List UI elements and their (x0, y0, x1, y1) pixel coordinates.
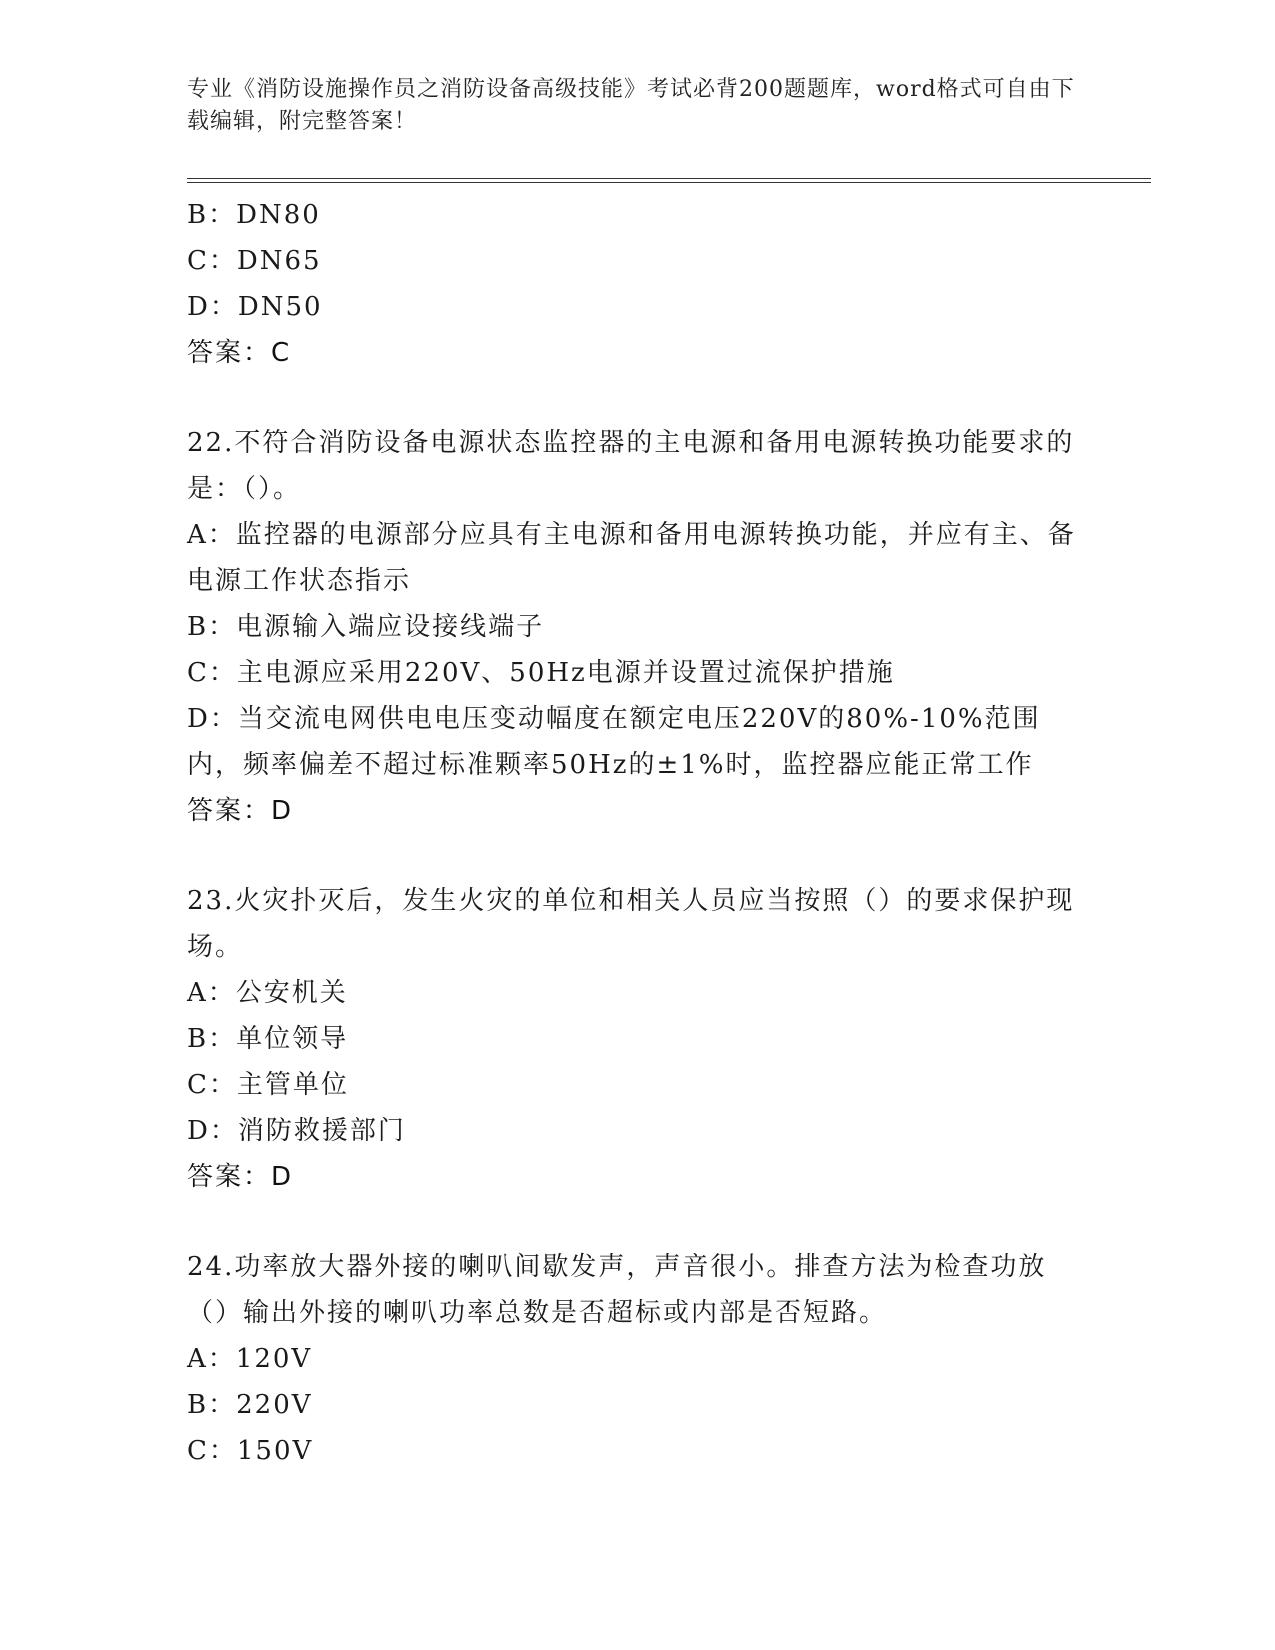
question-24 (187, 1244, 1087, 1474)
option-c: C：150V (187, 1436, 314, 1466)
option-d: D：当交流电网供电电压变动幅度在额定电压220V的80%-10%范围内，频率偏差不超过标准颗率50Hz的±1%时，监控器应能正常工作 (187, 704, 1041, 780)
question-stem: 23.火灾扑灭后，发生火灾的单位和相关人员应当按照（）的要求保护现场。 (187, 886, 1075, 962)
question-stem: 22.不符合消防设备电源状态监控器的主电源和备用电源转换功能要求的是：（）。 (187, 428, 1075, 504)
answer-line: 答案：D (187, 796, 294, 826)
header-rule-bottom (187, 182, 1151, 183)
document-header: 专业《消防设施操作员之消防设备高级技能》考试必背200题题库，word格式可自由下载编辑，附完整答案！ (187, 77, 1075, 134)
question-23 (187, 878, 1087, 1200)
header-rule-top (187, 178, 1151, 179)
option-c: C：主管单位 (187, 1070, 349, 1100)
continued-question (187, 192, 1087, 376)
option-b: B：220V (187, 1390, 313, 1420)
answer-line: 答案：C (187, 338, 292, 368)
answer-line: 答案：D (187, 1162, 294, 1192)
option-d: D：消防救援部门 (187, 1116, 406, 1146)
option-c: C：主电源应采用220V、50Hz电源并设置过流保护措施 (187, 658, 895, 688)
question-stem: 24.功率放大器外接的喇叭间歇发声，声音很小。排查方法为检查功放（）输出外接的喇叭功率总数是否超标或内部是否短路。 (187, 1252, 1047, 1328)
option-b: B：单位领导 (187, 1024, 349, 1054)
option-a: A：监控器的电源部分应具有主电源和备用电源转换功能，并应有主、备电源工作状态指示 (187, 520, 1076, 596)
question-22 (187, 420, 1087, 834)
option-b: B：电源输入端应设接线端子 (187, 612, 545, 642)
option-c: C：DN65 (187, 246, 322, 276)
option-d: D：DN50 (187, 292, 323, 322)
question-content (187, 192, 1087, 1474)
option-a: A：120V (187, 1344, 313, 1374)
option-b: B：DN80 (187, 200, 321, 230)
option-a: A：公安机关 (187, 978, 348, 1008)
